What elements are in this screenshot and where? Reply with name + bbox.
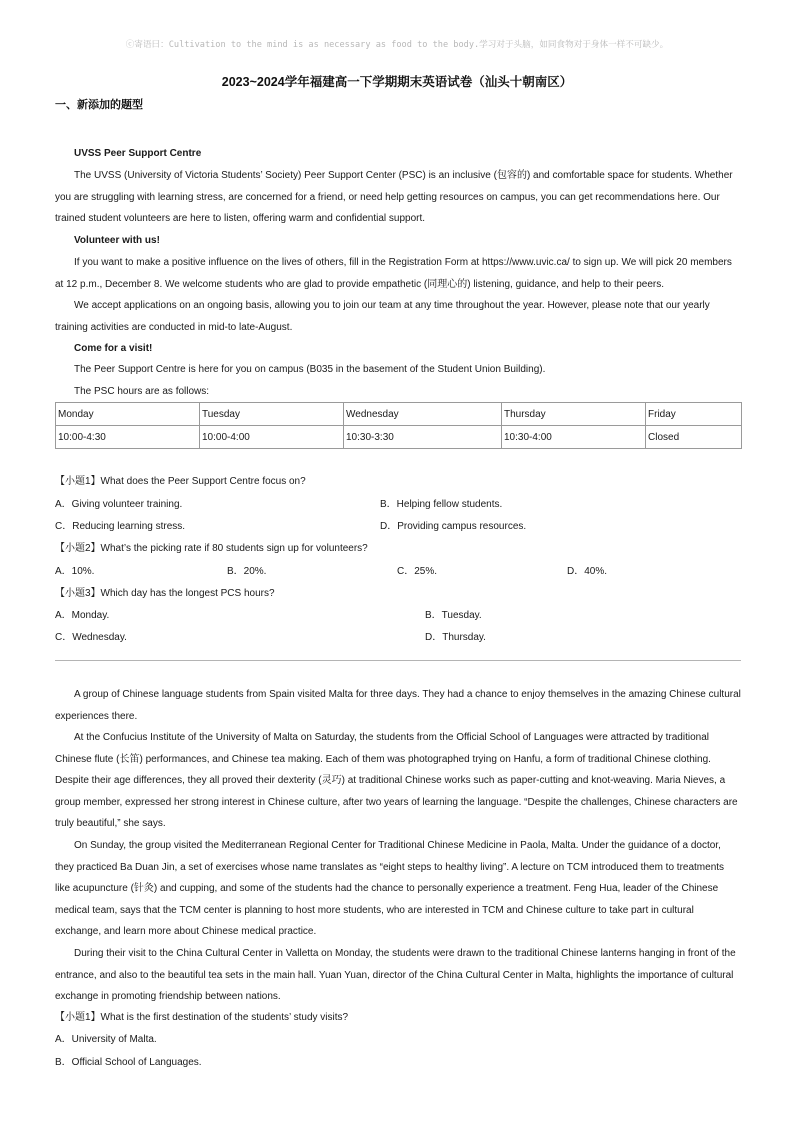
visit-heading: Come for a visit!	[74, 343, 153, 354]
question-1-option-b[interactable]: B．Helping fellow students.	[380, 499, 503, 510]
question-1-option-d[interactable]: D．Providing campus resources.	[380, 521, 527, 532]
passage1-paragraph-4: The Peer Support Centre is here for you on campus (B035 in the basement of the Student Union Building).	[74, 364, 546, 375]
section-heading: 一、新添加的题型	[55, 98, 143, 111]
table-cell: 10:30-4:00	[502, 426, 646, 449]
question-3-option-b[interactable]: B．Tuesday.	[425, 610, 482, 621]
question-1-option-c[interactable]: C．Reducing learning stress.	[55, 521, 186, 532]
passage2-question-1-option-a[interactable]: A．University of Malta.	[55, 1034, 157, 1045]
question-3-stem: 【小题3】Which day has the longest PCS hours?	[55, 588, 275, 599]
exam-title: 2023~2024学年福建高一下学期期末英语试卷（汕头十朝南区）	[221, 75, 573, 89]
table-cell: 10:00-4:00	[200, 426, 344, 449]
table-cell: Monday	[56, 403, 200, 426]
passage2-question-1-option-b[interactable]: B．Official School of Languages.	[55, 1057, 202, 1068]
question-3-option-c[interactable]: C．Wednesday.	[55, 632, 127, 643]
table-row	[56, 426, 742, 449]
table-cell: Closed	[646, 426, 742, 449]
passage2-paragraph-1: A group of Chinese language students from Spain visited Malta for three days. They had a chance to enjoy themselves in the amazing Chinese cultural experiences there.	[55, 689, 741, 722]
table-cell: Wednesday	[344, 403, 502, 426]
psc-hours-table	[55, 402, 742, 449]
passage1-heading: UVSS Peer Support Centre	[74, 148, 202, 159]
question-1-stem: 【小题1】What does the Peer Support Centre focus on?	[55, 476, 306, 487]
question-2-option-a[interactable]: A．10%.	[55, 566, 95, 577]
section-divider	[55, 660, 741, 661]
passage2-paragraph-2: At the Confucius Institute of the University of Malta on Saturday, the students from the Official School of Languages were attracted by traditional Chinese flute (长笛) performances, and Chinese tea making. Each of them was photographed trying on Hanfu, a form of traditional Chinese clothing. Despite their age differences, they all proved their dexterity (灵巧) at traditional Chinese works such as paper-cutting and knot-weaving. Maria Nieves, a group member, expressed her strong interest in Chinese culture, after two years of learning the language. “Despite the challenges, Chinese characters are truly beautiful,” she says.	[55, 732, 738, 830]
passage1-paragraph-3: We accept applications on an ongoing basis, allowing you to join our team at any time throughout the year. However, please note that our yearly training activities are conducted in mid-to late-August.	[55, 300, 710, 333]
table-cell: Thursday	[502, 403, 646, 426]
table-cell: Friday	[646, 403, 742, 426]
table-row	[56, 403, 742, 426]
passage1-paragraph-5: The PSC hours are as follows:	[74, 386, 210, 397]
question-3-option-d[interactable]: D．Thursday.	[425, 632, 486, 643]
question-2-stem: 【小题2】What’s the picking rate if 80 students sign up for volunteers?	[55, 543, 368, 554]
question-1-option-a[interactable]: A．Giving volunteer training.	[55, 499, 183, 510]
question-3-option-a[interactable]: A．Monday.	[55, 610, 110, 621]
passage2-paragraph-4: During their visit to the China Cultural Center in Valletta on Monday, the students were drawn to the traditional Chinese lanterns hanging in front of the entrance, and also to the beautiful tea sets in the main hall. Yuan Yuan, director of the China Cultural Center in Malta, highlights the importance of cultural exchange in promoting friendship between nations.	[55, 948, 736, 1003]
table-cell: 10:30-3:30	[344, 426, 502, 449]
passage1-paragraph-1: The UVSS (University of Victoria Students’ Society) Peer Support Center (PSC) is an inclusive (包容的) and comfortable space for students. Whether you are struggling with learning stress, are concerned for a friend, or need help getting resources on campus, you can get recommendations here. Our trained student volunteers are here to listen, offering warm and confidential support.	[55, 170, 733, 225]
passage2-question-1-stem: 【小题1】What is the first destination of the students’ study visits?	[55, 1012, 349, 1023]
question-2-option-c[interactable]: C．25%.	[397, 566, 438, 577]
watermark-motto: ⓒ寄语曰：Cultivation to the mind is as necessary as food to the body.学习对于头脑，如同食物对于身体一样不可缺少。	[125, 40, 669, 50]
passage2-paragraph-3: On Sunday, the group visited the Mediterranean Regional Center for Traditional Chinese Medicine in Paola, Malta. Under the guidance of a doctor, they practiced Ba Duan Jin, a set of exercises whose name translates as “eight steps to healthy living”. A lecture on TCM introduced them to treatments like acupuncture (针灸) and cupping, and some of the students had the chance to personally experience a treatment. Feng Hua, leader of the Chinese medical team, says that the TCM center is planning to host more students, who are interested in TCM and Chinese culture to take part in cultural exchange, and learn more about Chinese medical practice.	[55, 840, 725, 938]
table-cell: 10:00-4:30	[56, 426, 200, 449]
question-2-option-b[interactable]: B．20%.	[227, 566, 267, 577]
question-2-option-d[interactable]: D．40%.	[567, 566, 608, 577]
passage1-paragraph-2: If you want to make a positive influence on the lives of others, fill in the Registration Form at https://www.uvic.ca/ to sign up. We will pick 20 members at 12 p.m., December 8. We welcome students who are glad to provide empathetic (同理心的) listening, guidance, and help to their peers.	[55, 257, 732, 290]
volunteer-heading: Volunteer with us!	[74, 235, 160, 246]
table-cell: Tuesday	[200, 403, 344, 426]
